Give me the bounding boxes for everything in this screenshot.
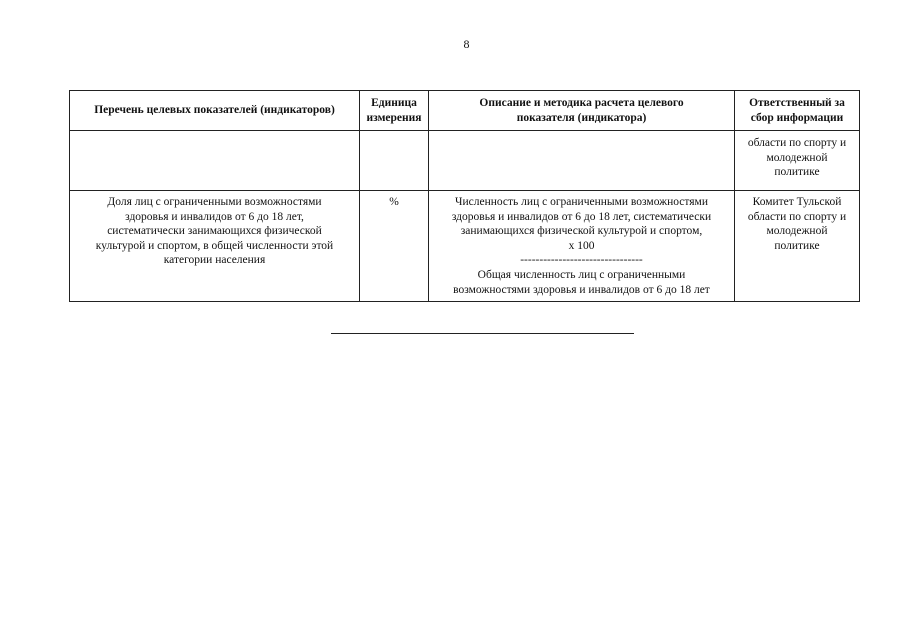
description-denominator-line: Общая численность лиц с ограниченными <box>477 268 686 281</box>
responsible-line: молодежной <box>766 151 828 164</box>
header-description-line-2: показателя (индикатора) <box>516 111 647 124</box>
unit-value: % <box>389 196 399 208</box>
indicator-name-line: культурой и спортом, в общей численности этой <box>95 239 334 252</box>
indicator-name-line: категории населения <box>163 254 266 267</box>
cell-unit <box>360 191 429 302</box>
header-responsible-line-1: Ответственный за <box>749 96 845 109</box>
responsible-line: политике <box>774 166 820 179</box>
indicator-name-line: систематически занимающихся физической <box>107 225 322 238</box>
responsible-line: молодежной <box>766 225 828 238</box>
responsible-line: Комитет Тульской <box>752 196 842 208</box>
header-responsible <box>735 91 860 131</box>
page-number: 8 <box>463 37 470 51</box>
cell-description <box>429 131 735 191</box>
description-fraction-bar: -------------------------------- <box>520 254 643 267</box>
description-numerator-line: Численность лиц с ограниченными возможностями <box>455 196 708 208</box>
description-numerator-line: здоровья и инвалидов от 6 до 18 лет, систематически <box>451 210 712 223</box>
cell-description <box>429 191 735 302</box>
header-indicator-list <box>70 91 360 131</box>
header-unit <box>360 91 429 131</box>
description-multiplier: x 100 <box>568 239 595 252</box>
cell-unit <box>360 131 429 191</box>
indicator-name-line: здоровья и инвалидов от 6 до 18 лет, <box>125 210 304 223</box>
header-responsible-line-2: сбор информации <box>750 111 844 124</box>
cell-indicator-name <box>70 191 360 302</box>
end-of-document-rule <box>331 333 634 334</box>
responsible-line: области по спорту и <box>747 137 847 149</box>
header-description <box>429 91 735 131</box>
description-denominator-line: возможностями здоровья и инвалидов от 6 до 18 лет <box>453 283 710 296</box>
table-header-row <box>70 91 860 131</box>
responsible-line: области по спорту и <box>747 210 847 223</box>
cell-responsible <box>735 191 860 302</box>
responsible-line: политике <box>774 239 820 252</box>
cell-indicator-name <box>70 131 360 191</box>
header-unit-line-1: Единица <box>371 96 417 109</box>
table-row <box>70 191 860 302</box>
cell-responsible <box>735 131 860 191</box>
header-unit-line-2: измерения <box>366 111 422 124</box>
table-row <box>70 131 860 191</box>
indicator-name-line: Доля лиц с ограниченными возможностями <box>107 196 322 208</box>
indicators-table <box>69 90 860 302</box>
header-indicator-list-text: Перечень целевых показателей (индикаторов) <box>94 104 335 117</box>
description-numerator-line: занимающихся физической культурой и спортом, <box>460 225 703 238</box>
header-description-line-1: Описание и методика расчета целевого <box>479 96 684 109</box>
